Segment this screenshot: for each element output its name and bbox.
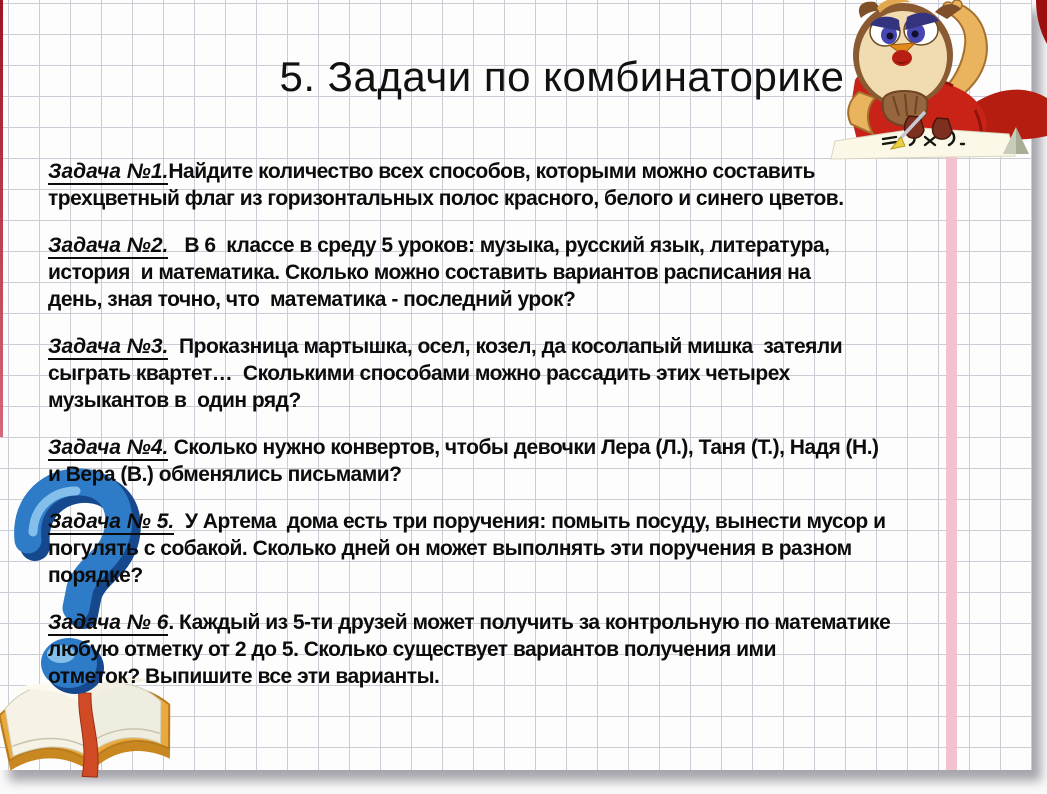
slide-title: 5. Задачи по комбинаторике bbox=[279, 53, 845, 100]
problem-label: Задача №4. bbox=[48, 436, 169, 459]
problem-text-line: сыграть квартет… Сколькими способами можно рассадить этих четырех bbox=[48, 362, 790, 385]
problem-text-line: музыкантов в один ряд? bbox=[48, 389, 301, 412]
problem bbox=[48, 333, 1028, 414]
problem-label: Задача №1. bbox=[48, 160, 169, 183]
problem-text-line: . Каждый из 5-ти друзей может получить за контрольную по математике bbox=[168, 611, 891, 634]
problem-text-line: В 6 классе в среду 5 уроков: музыка, русский язык, литература, bbox=[168, 234, 830, 257]
problem-text-line: Найдите количество всех способов, которыми можно составить bbox=[168, 160, 815, 183]
problem-text-line: и Вера (В.) обменялись письмами? bbox=[48, 463, 402, 486]
problem bbox=[48, 158, 1028, 212]
problem-text-line: день, зная точно, что математика - последний урок? bbox=[48, 288, 576, 311]
problems bbox=[48, 158, 1028, 710]
problem-text-line: Сколько нужно конвертов, чтобы девочки Лера (Л.), Таня (Т.), Надя (Н.) bbox=[168, 436, 879, 459]
triangle-icon bbox=[1003, 127, 1029, 154]
problem-text-line: любую отметку от 2 до 5. Сколько существует вариантов получения ими bbox=[48, 638, 776, 661]
problem-text-line: трехцветный флаг из горизонтальных полос красного, белого и синего цветов. bbox=[48, 187, 844, 210]
problem-text-line: Проказница мартышка, осел, козел, да косолапый мишка затеяли bbox=[168, 335, 843, 358]
problem-label: Задача № 6 bbox=[48, 611, 169, 634]
problem-text-line: погулять с собакой. Сколько дней он может выполнять эти поручения в разном bbox=[48, 537, 852, 560]
problem-label: Задача №3. bbox=[48, 335, 169, 358]
problem-text-line: история и математика. Сколько можно составить вариантов расписания на bbox=[48, 261, 811, 284]
problem bbox=[48, 609, 1028, 690]
problem-text-line: У Артема дома есть три поручения: помыть посуду, вынести мусор и bbox=[174, 510, 886, 533]
problem-text-line: отметок? Выпишите все эти варианты. bbox=[48, 665, 440, 688]
problem bbox=[48, 508, 1028, 589]
problem-label: Задача № 5. bbox=[48, 510, 175, 533]
problem-text-line: порядке? bbox=[48, 564, 143, 587]
problem bbox=[48, 434, 1028, 488]
problem bbox=[48, 232, 1028, 313]
problem-label: Задача №2. bbox=[48, 234, 169, 257]
